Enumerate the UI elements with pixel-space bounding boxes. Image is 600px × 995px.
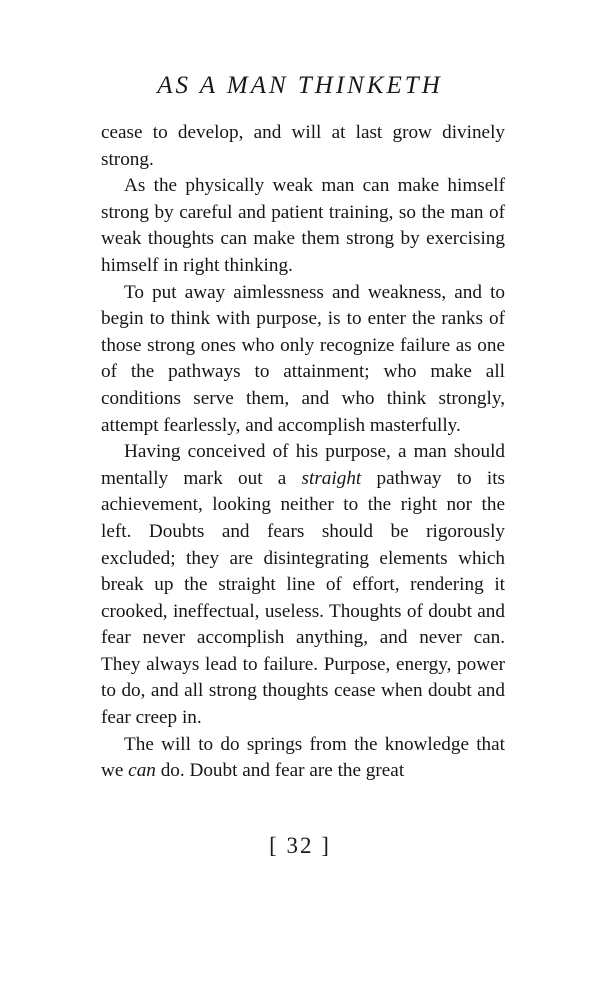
paragraph-5 — [101, 732, 505, 785]
text-segment: The will to do springs from the knowledge that we — [101, 733, 505, 782]
text-segment: To put away aimlessness and weakness, and to begin to think with purpose, is to enter the ranks of those strong ones who only recognize failure as one of the pathways to attainment; who make all conditions serve them, and who think strongly, attempt fearlessly, and accomplish masterfully. — [101, 281, 505, 436]
text-segment: pathway to its achievement, looking neither to the right nor the left. Doubts and fears should be rigorously excluded; they are disintegrating elements which break up the straight line of effort, rendering it crooked, ineffectual, useless. Thoughts of doubt and fear never accomplish anything, and never can. They always lead to failure. Purpose, energy, power to do, and all strong thoughts cease when doubt and fear creep in. — [101, 467, 505, 729]
paragraph-1 — [101, 120, 505, 173]
italic-emphasis: straight — [301, 467, 362, 489]
text-segment: Having conceived of his purpose, a man should mentally mark out a — [101, 441, 505, 489]
paragraph-3 — [101, 280, 505, 440]
paragraph-4 — [101, 439, 505, 732]
text-segment: cease to develop, and will at last grow divinely strong. — [101, 122, 505, 170]
running-head: AS A MAN THINKETH — [157, 72, 443, 99]
text-segment: As the physically weak man can make himself strong by careful and patient training, so the man of weak thoughts can make them strong by exercising himself in right thinking. — [101, 175, 505, 276]
body-text — [101, 120, 505, 785]
text-segment: do. Doubt and fear are the great — [155, 760, 405, 782]
page-number: [ 32 ] — [269, 833, 331, 858]
italic-emphasis: can — [128, 760, 156, 782]
paragraph-2 — [101, 173, 505, 279]
